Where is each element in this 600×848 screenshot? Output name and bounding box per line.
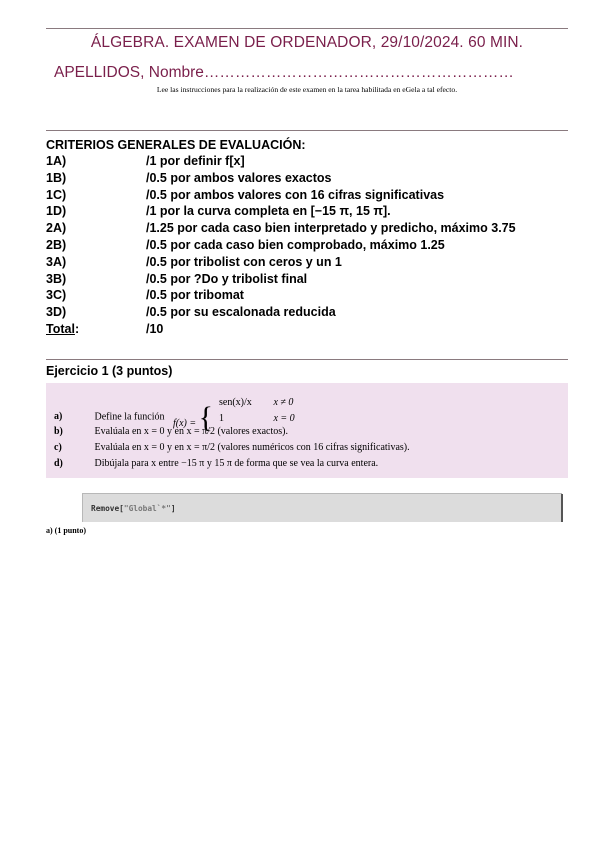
middle-divider: [46, 130, 568, 131]
item-text: Dibújala para x entre −15 π y 15 π de forma que se vea la curva entera.: [94, 458, 379, 469]
piece-2: [219, 413, 295, 424]
criteria-key: 3B): [46, 271, 67, 286]
criteria-heading: CRITERIOS GENERALES DE EVALUACIÓN:: [46, 138, 306, 152]
criteria-row: [46, 254, 568, 271]
exercise-item-c: [54, 442, 410, 453]
item-text: Evalúala en x = 0 y en x = π/2 (valores numéricos con 16 cifras significativas).: [94, 442, 410, 453]
criteria-value: /1.25 por cada caso bien interpretado y predicho, máximo 3.75: [146, 221, 516, 236]
total-label: Total: [46, 321, 75, 336]
criteria-value: /0.5 por cada caso bien comprobado, máximo 1.25: [146, 237, 445, 252]
criteria-key: 1C): [46, 187, 67, 202]
item-label: b): [54, 426, 63, 437]
criteria-value: /1 por definir f[x]: [146, 154, 245, 168]
brace-icon: {: [198, 401, 214, 434]
evaluation-criteria: [46, 137, 568, 338]
exercise-statement-box: [46, 383, 568, 478]
total-colon: :: [74, 321, 80, 336]
code-open-bracket: [: [119, 504, 124, 513]
criteria-value: /1 por la curva completa en [−15 π, 15 π].: [146, 204, 391, 219]
criteria-key: 2A): [46, 221, 67, 236]
criteria-key: 3A): [46, 254, 67, 269]
criteria-row: [46, 187, 568, 204]
criteria-row: [46, 170, 568, 187]
piece-1: [219, 397, 293, 408]
criteria-row: [46, 271, 568, 288]
criteria-value: /0.5 por tribomat: [146, 288, 244, 303]
criteria-total-value: /10: [146, 321, 164, 336]
item-text: Define la función: [94, 411, 165, 423]
criteria-key: 3C): [46, 288, 67, 303]
name-field-line: APELLIDOS, Nombre……………………………………………………: [54, 64, 514, 81]
exercise-divider: [46, 359, 568, 360]
criteria-value: /0.5 por tribolist con ceros y un 1: [146, 254, 342, 269]
criteria-key: 1D): [46, 204, 67, 219]
piece-1-cond: x ≠ 0: [273, 397, 294, 408]
exercise-item-b: [54, 426, 288, 437]
criteria-key: 3D): [46, 305, 67, 320]
exam-title: ÁLGEBRA. EXAMEN DE ORDENADOR, 29/10/2024. 60 MIN.: [90, 34, 524, 51]
criteria-value: /0.5 por ambos valores con 16 cifras significativas: [146, 187, 445, 202]
criteria-total-key: [46, 321, 146, 338]
criteria-key: 1B): [46, 170, 67, 185]
item-label: a): [54, 411, 63, 423]
input-code[interactable]: [91, 504, 176, 513]
instructions-text: Lee las instrucciones para la realización de este examen en la tarea habilitada en eGela a tal efecto.: [156, 85, 458, 94]
piece-2-expr: 1: [218, 413, 224, 424]
criteria-row: [46, 203, 568, 220]
criteria-row: [46, 153, 568, 170]
code-function: Remove: [91, 504, 120, 513]
item-label: c): [54, 442, 62, 453]
criteria-row: [46, 237, 568, 254]
criteria-key: 2B): [46, 237, 67, 252]
code-close-bracket: ]: [170, 504, 176, 513]
criteria-key: 1A): [46, 154, 67, 168]
criteria-row: [46, 304, 568, 321]
criteria-total-row: [46, 321, 568, 338]
criteria-value: /0.5 por ambos valores exactos: [146, 170, 332, 185]
exercise-item-d: [54, 458, 378, 469]
cell-bracket[interactable]: [561, 494, 563, 522]
top-divider: [46, 28, 568, 29]
piece-1-expr: sen(x)/x: [218, 397, 252, 408]
item-label: d): [54, 458, 63, 469]
code-string-arg: "Global`*": [123, 504, 171, 513]
piece-2-cond: x = 0: [273, 413, 295, 424]
criteria-value: /0.5 por ?Do y tribolist final: [146, 271, 308, 286]
criteria-row: [46, 220, 568, 237]
criteria-row: [46, 287, 568, 304]
subsection-heading: a) (1 punto): [46, 526, 87, 535]
notebook-input-cell[interactable]: [82, 493, 562, 522]
exercise-title: Ejercicio 1 (3 puntos): [46, 364, 173, 378]
function-lhs: f(x) =: [172, 418, 197, 429]
criteria-value: /0.5 por su escalonada reducida: [146, 305, 336, 320]
item-text: Evalúala en x = 0 y en x = π/2 (valores exactos).: [94, 426, 288, 437]
